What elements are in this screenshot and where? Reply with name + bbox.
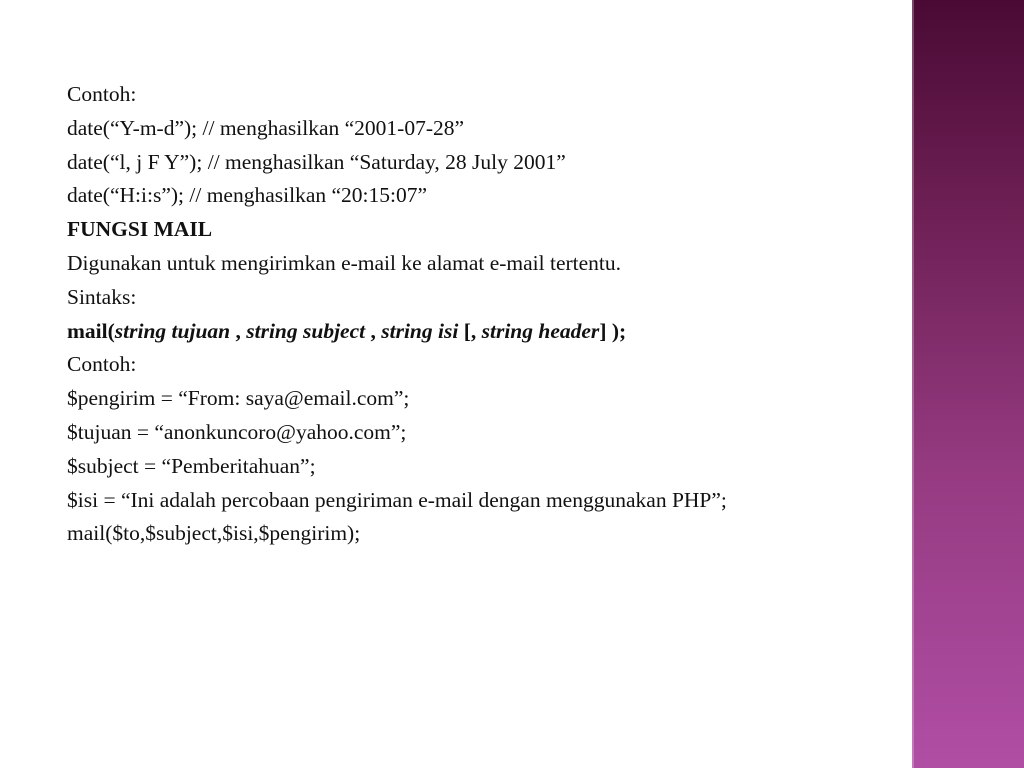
text-line-date-ymd: date(“Y-m-d”); // menghasilkan “2001-07-28” bbox=[67, 115, 465, 140]
syntax-function-name: mail( bbox=[67, 318, 115, 343]
text-line-date-his: date(“H:i:s”); // menghasilkan “20:15:07” bbox=[67, 183, 428, 208]
syntax-param-subject: string subject bbox=[246, 318, 366, 343]
syntax-param-isi: string isi bbox=[381, 318, 459, 343]
section-heading-fungsi-mail: FUNGSI MAIL bbox=[67, 217, 213, 242]
syntax-param-header: string header bbox=[481, 318, 600, 343]
code-line-pengirim: $pengirim = “From: saya@email.com”; bbox=[67, 386, 410, 411]
syntax-separator-3: [, bbox=[458, 318, 482, 343]
text-line-description: Digunakan untuk mengirimkan e-mail ke alamat e-mail tertentu. bbox=[67, 250, 622, 275]
syntax-param-tujuan: string tujuan bbox=[114, 318, 231, 343]
syntax-separator-2: , bbox=[365, 318, 382, 343]
syntax-line bbox=[67, 315, 947, 349]
syntax-separator-1: , bbox=[230, 318, 247, 343]
text-line-contoh-label: Contoh: bbox=[67, 82, 137, 106]
syntax-close: ] ); bbox=[599, 318, 627, 343]
code-line-mail-call: mail($to,$subject,$isi,$pengirim); bbox=[67, 521, 361, 546]
slide-content bbox=[67, 78, 947, 551]
text-line-date-ljfy: date(“l, j F Y”); // menghasilkan “Saturday, 28 July 2001” bbox=[67, 149, 566, 174]
code-line-subject: $subject = “Pemberitahuan”; bbox=[67, 453, 316, 478]
text-line-sintaks-label: Sintaks: bbox=[67, 284, 137, 309]
code-line-tujuan: $tujuan = “anonkuncoro@yahoo.com”; bbox=[67, 419, 407, 444]
code-line-isi: $isi = “Ini adalah percobaan pengiriman e-mail dengan menggunakan PHP”; bbox=[67, 487, 727, 512]
text-line-contoh-label-2: Contoh: bbox=[67, 352, 137, 377]
